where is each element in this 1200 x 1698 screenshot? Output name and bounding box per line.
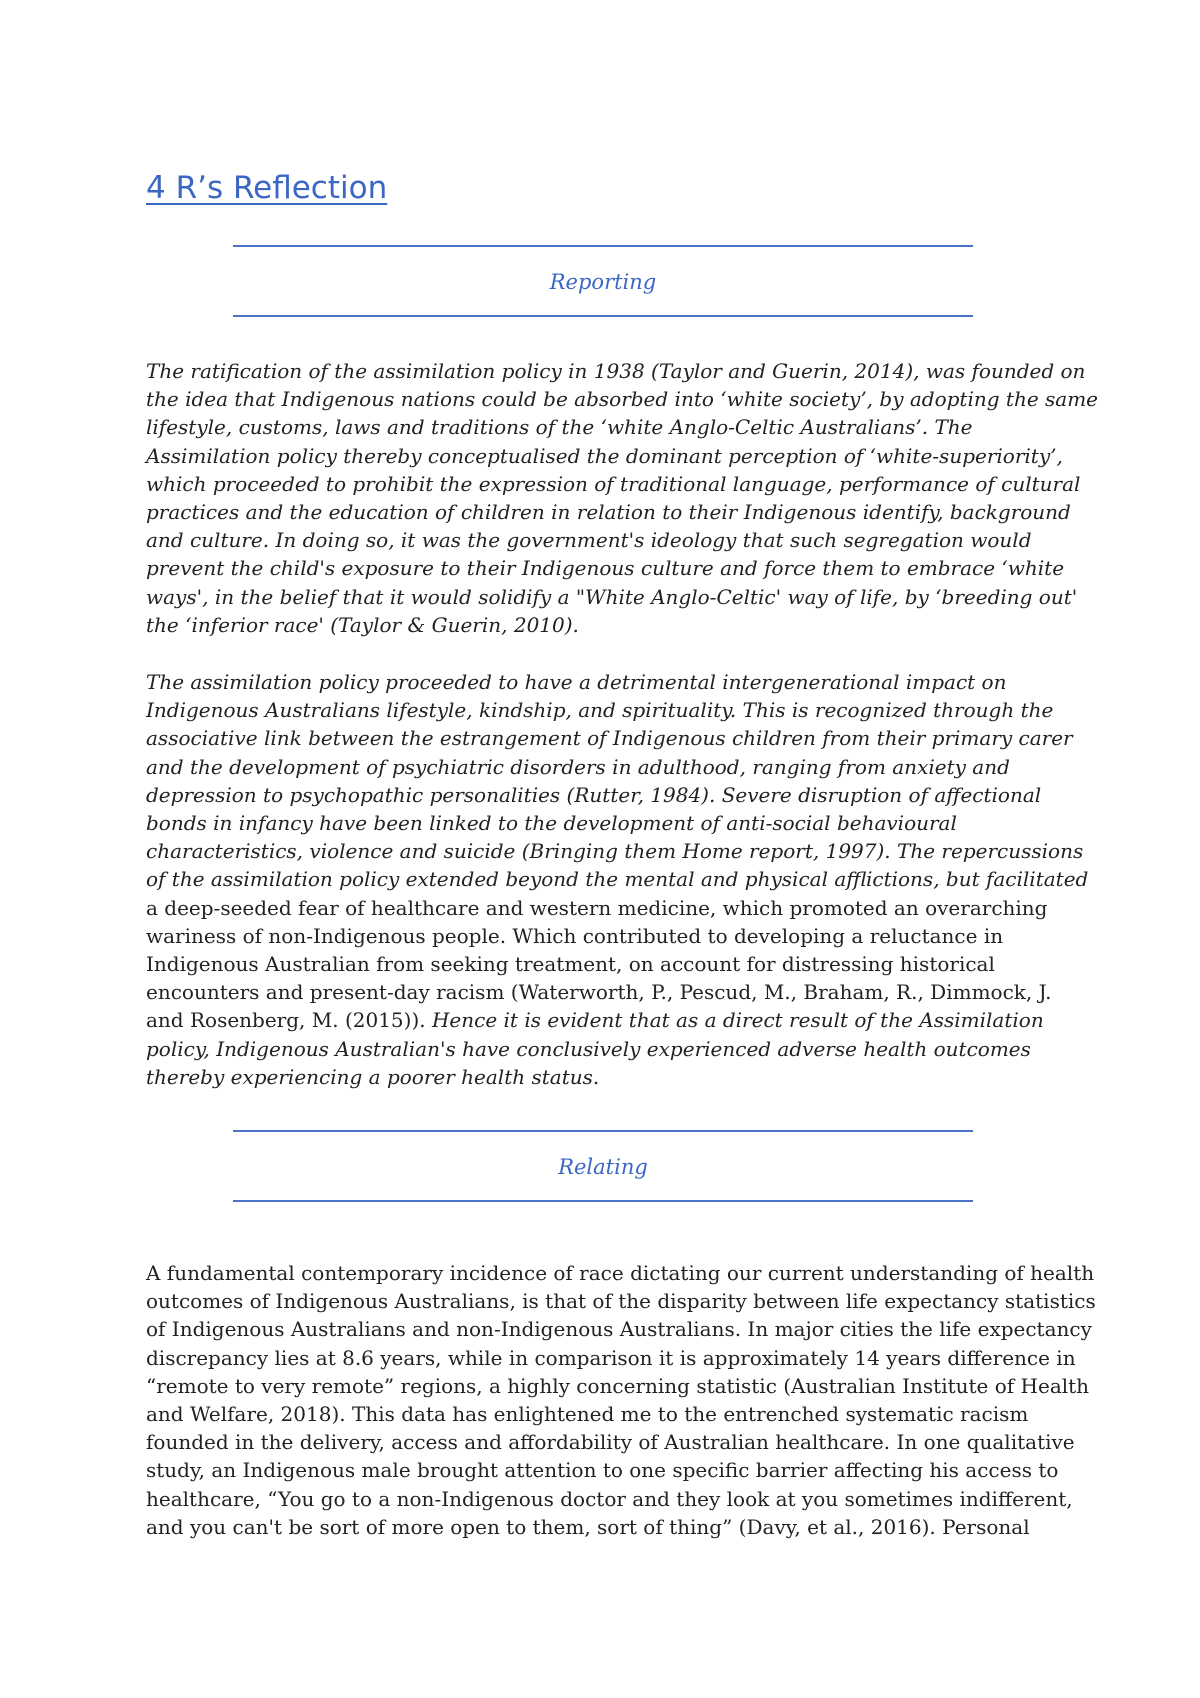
text-line [146,668,1066,696]
section-header-reporting [233,245,973,317]
text-line: study, an Indigenous male brought attention to one specific barrier affecting his access to [146,1458,1059,1483]
text-line [146,865,1089,893]
text-line: discrepancy lies at 8.6 years, while in comparison it is approximately 14 years difference in [146,1345,1076,1370]
text-run: Hence it is evident that as a direct result of the Assimilation [431,1008,1044,1033]
text-line: The ratification of the assimilation policy in 1938 (Taylor and Guerin, 2014), was founded on [146,359,1086,383]
text-run: a deep-seeded fear of healthcare and western medicine, which promoted an overarching [146,895,1048,920]
text-line: “remote to very remote” regions, a highly concerning statistic (Australian Institute of Health [146,1373,1090,1398]
paragraph-intergenerational-impact [146,668,1089,1091]
text-line: and culture. In doing so, it was the government's ideology that such segregation would [146,528,1032,553]
text-run: bonds in infancy have been linked to the development of anti-social behavioural [146,811,957,836]
text-run: and the development of psychiatric disorders in adulthood, ranging from anxiety and [146,754,1010,779]
text-line [146,724,1073,752]
text-line [146,922,1066,950]
text-run: . [592,1064,600,1089]
text-line: prevent the child's exposure to their Indigenous culture and force them to embrace ‘white [146,556,1065,581]
text-run: Indigenous Australian from seeking treatment, on account for distressing historical [146,952,995,977]
paragraph-assimilation-policy [146,357,1099,639]
text-run: encounters and present-day racism (Waterworth, P., Pescud, M., Braham, R., Dimmock, J. [146,980,1052,1005]
text-line [146,1035,1066,1063]
text-line [146,696,1066,724]
text-line [146,809,1066,837]
text-line: of Indigenous Australians and non-Indigenous Australians. In major cities the life expectancy [146,1317,1092,1342]
text-line: A fundamental contemporary incidence of race dictating our current understanding of health [146,1261,1095,1285]
text-line: Assimilation policy thereby conceptualised the dominant perception of ‘white-superiority’, [146,443,1063,468]
text-line [146,837,1084,865]
text-line [146,978,1066,1006]
text-run: The assimilation policy proceeded to have a detrimental intergenerational impact on [146,670,1007,694]
text-run: thereby experiencing a poorer health status [146,1064,593,1089]
page-title: 4 R’s Reflection [146,170,388,206]
text-line: the ‘inferior race' (Taylor & Guerin, 2010). [146,612,579,637]
section-title-relating: Relating [558,1155,648,1179]
text-line [146,950,1066,978]
text-run: characteristics, violence and suicide (Bringing them Home report, 1997). The repercussions [146,839,1084,864]
text-line: and you can't be sort of more open to them, sort of thing” (Davy, et al., 2016). Personal [146,1514,1030,1539]
section-header-relating [233,1130,973,1202]
text-run: associative link between the estrangement of Indigenous children from their primary carer [146,726,1073,751]
text-run: policy, Indigenous Australian's have conclusively experienced adverse health outcomes [146,1036,1031,1061]
text-line: the idea that Indigenous nations could be absorbed into ‘white society’, by adopting the same [146,387,1099,412]
text-line [146,1006,1066,1034]
text-line: ways', in the belief that it would solidify a "White Anglo-Celtic' way of life, by ‘breeding out' [146,584,1078,609]
text-run: Indigenous Australians lifestyle, kindship, and spirituality. This is recognized through the [146,698,1054,723]
text-line: practices and the education of children in relation to their Indigenous identify, background [146,500,1071,525]
text-line: outcomes of Indigenous Australians, is that of the disparity between life expectancy statistics [146,1289,1096,1314]
text-run: wariness of non-Indigenous people. Which contributed to developing a reluctance in [146,923,1004,948]
text-run: and Rosenberg, M. (2015)). [146,1008,432,1033]
text-run: depression to psychopathic personalities (Rutter, 1984). Severe disruption of affectional [146,782,1042,807]
paragraph-life-expectancy [146,1259,1096,1541]
text-line [146,753,1066,781]
text-line: healthcare, “You go to a non-Indigenous doctor and they look at you sometimes indifferent, [146,1486,1073,1511]
text-line: which proceeded to prohibit the expression of traditional language, performance of cultural [146,471,1081,496]
section-title-reporting: Reporting [549,270,657,294]
text-line: founded in the delivery, access and affordability of Australian healthcare. In one qualitative [146,1430,1075,1455]
text-line: lifestyle, customs, laws and traditions of the ‘white Anglo-Celtic Australians’. The [146,415,973,440]
text-line: and Welfare, 2018). This data has enlightened me to the entrenched systematic racism [146,1402,1029,1427]
text-run: of the assimilation policy extended beyond the mental and physical afflictions, but facilitated [146,867,1089,892]
text-line [146,781,1066,809]
text-line [146,1063,1066,1091]
text-line [146,894,1066,922]
